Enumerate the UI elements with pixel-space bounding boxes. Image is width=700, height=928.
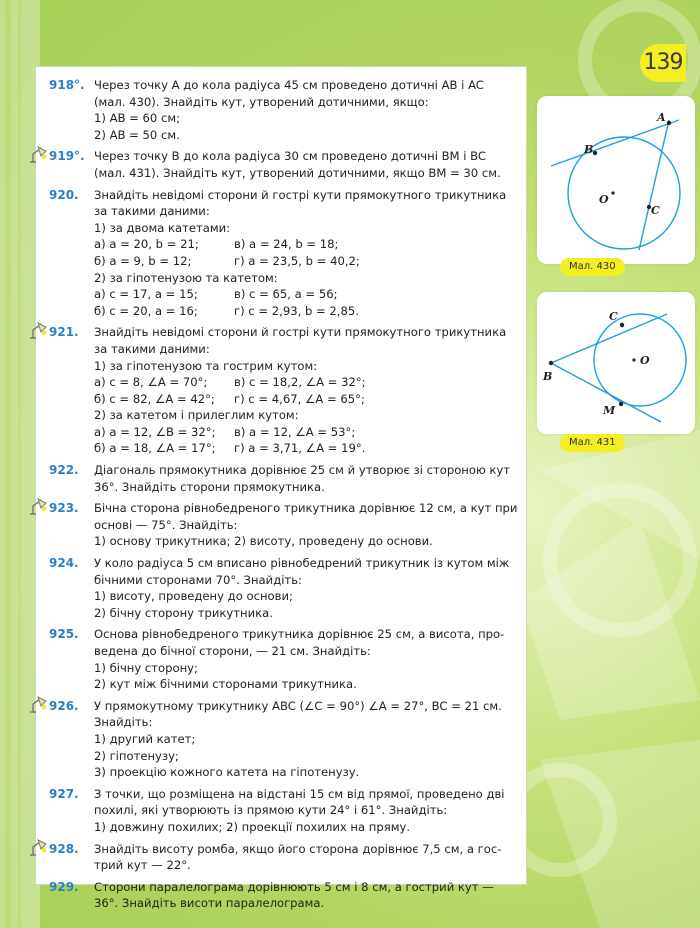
problem-line: Через точку A до кола радіуса 45 см проведено дотичні AB і AC [94, 78, 484, 92]
answer-case: а) a = 12, ∠B = 32°; [94, 424, 216, 439]
problem-918 [49, 77, 517, 143]
problem-number: 928. [49, 841, 79, 856]
answer-case: б) c = 20, a = 16; [94, 303, 198, 318]
problem-text [94, 626, 517, 692]
figure-430-card [537, 96, 695, 264]
answer-row [94, 424, 517, 441]
answer-case: а) a = 20, b = 21; [94, 237, 199, 252]
problem-line: Знайдіть невідомі сторони й гострі кути прямокутного трикутника [94, 187, 507, 202]
lamp-icon [27, 321, 49, 341]
problem-line: 1) основу трикутника; 2) висоту, проведену до основи. [94, 534, 433, 549]
fig431-point-o: O [640, 354, 650, 367]
lamp-icon [27, 145, 49, 165]
problem-line: 1) бічну сторону; [94, 660, 198, 675]
problem-line: ведена до бічної сторони, — 21 см. Знайдіть: [94, 644, 371, 658]
answer-row [94, 440, 517, 457]
problem-number: 926. [49, 698, 79, 713]
problem-line: 1) за двома катетами: [94, 220, 231, 235]
problem-line: бічними сторонами 70°. Знайдіть: [94, 572, 302, 587]
answer-row [94, 374, 517, 391]
problem-line: 2) гіпотенузу; [94, 748, 179, 763]
fig430-point-b: B [584, 143, 594, 156]
problem-920 [49, 187, 517, 320]
answer-case: б) a = 9, b = 12; [94, 253, 192, 268]
problem-line: 1) довжину похилих; 2) проекції похилих на пряму. [94, 819, 411, 834]
problem-text [94, 841, 517, 874]
answer-row [94, 303, 517, 320]
answer-row [94, 391, 517, 408]
problem-line: основі — 75°. Знайдіть: [94, 517, 238, 532]
problem-line: Діагональ прямокутника дорівнює 25 см й утворює зі стороною кут [94, 463, 511, 478]
problem-text [94, 462, 517, 495]
answer-case: г) a = 3,71, ∠A = 19°. [234, 441, 366, 456]
problem-text [94, 148, 517, 181]
answer-case: в) a = 24, b = 18; [234, 237, 339, 252]
problem-number: 921. [49, 325, 79, 340]
answer-case: а) c = 8, ∠A = 70°; [94, 375, 208, 390]
figure-431-diagram [537, 292, 695, 434]
problem-text [94, 879, 517, 912]
answer-case: б) a = 18, ∠A = 17°; [94, 441, 216, 456]
problem-line: У прямокутному трикутнику ABC (∠C = 90°) ∠A = 27°, BC = 21 см. [94, 698, 502, 713]
answer-case: в) c = 65, a = 56; [234, 287, 338, 302]
lamp-icon [27, 497, 49, 517]
lamp-icon [27, 695, 49, 715]
problem-919 [49, 148, 517, 181]
problem-line: 36°. Знайдіть сторони прямокутника. [94, 479, 325, 494]
problem-line: 1) висоту, проведену до основи; [94, 589, 293, 604]
problem-text [94, 698, 517, 781]
answer-row [94, 236, 517, 253]
problem-text [94, 77, 517, 143]
problem-number: 922. [49, 463, 79, 478]
problem-text [94, 786, 517, 836]
answer-case: в) c = 18,2, ∠A = 32°; [234, 375, 366, 390]
sub-heading: 2) за гіпотенузою та катетом: [94, 270, 278, 285]
problem-924 [49, 555, 517, 621]
problem-number: 925. [49, 627, 79, 642]
problem-number: 918°. [49, 78, 85, 92]
problem-line: Знайдіть: [94, 715, 153, 730]
answer-case: г) c = 4,67, ∠A = 65°; [234, 391, 365, 406]
problem-text [94, 500, 517, 550]
problem-925 [49, 626, 517, 692]
problem-line: У коло радіуса 5 см вписано рівнобедрений трикутник із кутом між [94, 556, 510, 571]
problem-line: 1) AB = 60 см; [94, 111, 181, 126]
figure-431-label: Мал. 431 [560, 434, 625, 452]
problem-line: 1) за гіпотенузою та гострим кутом: [94, 358, 318, 373]
answer-case: б) c = 82, ∠A = 42°; [94, 391, 215, 406]
answer-case: а) c = 17, a = 15; [94, 287, 198, 302]
fig431-point-c: C [609, 310, 618, 323]
fig430-point-a: A [657, 111, 666, 124]
answer-row [94, 286, 517, 303]
figure-431-card [537, 292, 695, 434]
sub-heading: 2) за катетом і прилеглим кутом: [94, 408, 299, 423]
problem-927 [49, 786, 517, 836]
answer-case: г) c = 2,93, b = 2,85. [234, 303, 359, 318]
fig431-point-m: M [603, 404, 616, 417]
problem-line: Сторони паралелограма дорівнюють 5 см і 8 см, а гострий кут — [94, 879, 494, 894]
problem-line: 2) бічну сторону трикутника. [94, 605, 273, 620]
problem-line: Основа рівнобедреного трикутника дорівнює 25 см, а висота, про- [94, 627, 505, 642]
problem-text [94, 555, 517, 621]
problem-926 [49, 698, 517, 781]
problem-number: 923. [49, 501, 79, 516]
problem-line: (мал. 430). Знайдіть кут, утворений дотичними, якщо: [94, 94, 429, 109]
problem-922 [49, 462, 517, 495]
problem-number: 929. [49, 879, 79, 894]
problem-line: Бічна сторона рівнобедреного трикутника дорівнює 12 см, а кут при [94, 501, 518, 516]
fig430-point-c: C [651, 204, 660, 217]
answer-case: г) a = 23,5, b = 40,2; [234, 253, 360, 268]
problem-number: 924. [49, 556, 79, 571]
problem-line: Через точку B до кола радіуса 30 см проведено дотичні BM і BC [94, 149, 487, 164]
problem-line: 2) AB = 50 см. [94, 127, 180, 142]
answer-case: в) a = 12, ∠A = 53°; [234, 424, 356, 439]
fig431-point-b: B [543, 370, 553, 383]
problem-number: 919°. [49, 149, 85, 164]
problem-line: З точки, що розміщена на відстані 15 см від прямої, проведено дві [94, 786, 505, 801]
page-number: 139 [640, 44, 686, 82]
lamp-icon [27, 838, 49, 858]
figure-430-diagram [537, 96, 695, 264]
problem-line: Знайдіть висоту ромба, якщо його сторона дорівнює 7,5 см, а гос- [94, 841, 502, 856]
problem-921 [49, 324, 517, 457]
problem-line: похилі, які утворюють із прямою кути 24° і 61°. Знайдіть: [94, 803, 448, 818]
problem-line: 3) проекцію кожного катета на гіпотенузу. [94, 765, 360, 780]
problem-line: за такими даними: [94, 204, 210, 219]
problem-line: за такими даними: [94, 341, 210, 356]
problem-text [94, 187, 517, 320]
problem-text [94, 324, 517, 457]
problem-929 [49, 879, 517, 912]
problem-number: 920. [49, 187, 79, 202]
fig430-point-o: O [599, 193, 609, 206]
problem-line: трий кут — 22°. [94, 858, 191, 873]
problem-line: Знайдіть невідомі сторони й гострі кути прямокутного трикутника [94, 325, 507, 340]
figure-430-label: Мал. 430 [560, 258, 625, 276]
problems-panel [35, 66, 527, 911]
problem-line: 2) кут між бічними сторонами трикутника. [94, 677, 357, 692]
problem-line: 36°. Знайдіть висоти паралелограма. [94, 896, 325, 911]
problem-928 [49, 841, 517, 874]
problem-line: 1) другий катет; [94, 731, 196, 746]
problem-line: (мал. 431). Знайдіть кут, утворений дотичними, якщо BM = 30 см. [94, 165, 501, 180]
problem-number: 927. [49, 786, 79, 801]
problem-923 [49, 500, 517, 550]
answer-row [94, 253, 517, 270]
